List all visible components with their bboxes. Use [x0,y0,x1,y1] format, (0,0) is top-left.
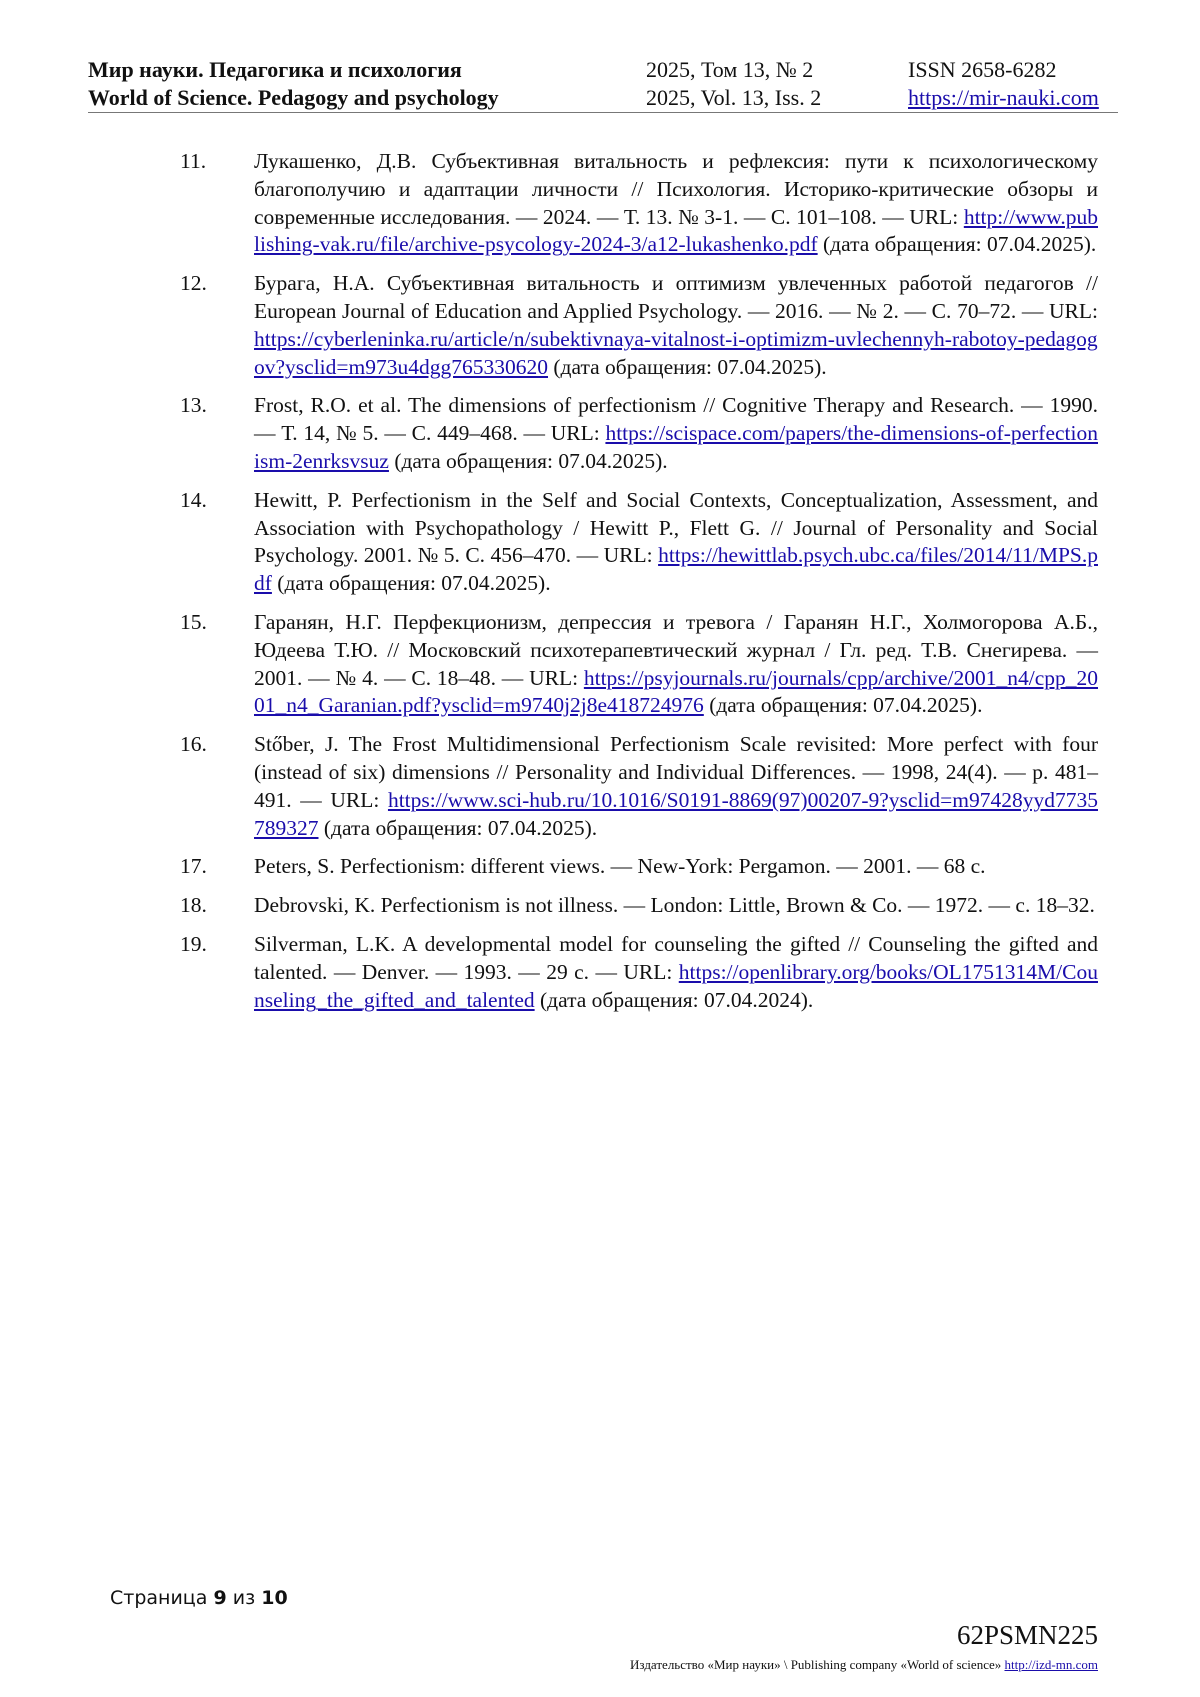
journal-title [88,56,499,112]
publisher-link[interactable]: http://izd-mn.com [1004,1657,1098,1672]
reference-number: 18. [180,893,207,918]
reference-number: 13. [180,393,207,418]
reference-text: Stőber, J. The Frost Multidimensional Perfectionism Scale revisited: More perfect with four (instead of six) dimensions // Personality and Individual Differences. — 1998, 24(4). — p. 481–491. — URL: [254,732,1098,812]
publisher-line: Издательство «Мир науки» \ Publishing company «World of science» http://izd-mn.com [630,1657,1098,1672]
article-code: 62PSMN225 [956,1620,1098,1650]
issue-en: 2025, Vol. 13, Iss. 2 [646,85,822,110]
reference-text: Silverman, L.K. A developmental model for counseling the gifted // Counseling the gifted and talented. — Denver. — 1993. — 29 с. — URL: [254,931,1098,984]
reference-number: 15. [180,609,207,634]
reference-link[interactable]: https://hewittlab.psych.ubc.ca/files/2014/11/MPS.pdf [254,543,1098,596]
reference-item [180,853,1098,881]
page-current: 9 [213,1587,227,1609]
journal-title-ru: Мир науки. Педагогика и психология [88,57,462,82]
reference-access-date: (дата обращения: 07.04.2025). [703,693,983,718]
reference-text: Лукашенко, Д.В. Субъективная витальность и рефлексия: пути к психологическому благополучию и адаптации личности // Психология. Историко-критические обзоры и современные исследования. — 2024. — Т. 13. № 3-1. — С. 101–108. — URL: [254,149,1098,229]
reference-text: Гаранян, Н.Г. Перфекционизм, депрессия и тревога / Гаранян Н.Г., Холмогорова А.Б., Юдеева Т.Ю. // Московский психотерапевтический журнал / Гл. ред. Т.В. Снегирева. — 2001. — № 4. — С. 18–48. — URL: [254,609,1098,690]
page-header [88,56,1118,113]
issue-info [646,56,821,112]
reference-text: Бурага, Н.А. Субъективная витальность и оптимизм увлеченных работой педагогов // European Journal of Education and Applied Psychology. — 2016. — № 2. — С. 70–72. — URL: [254,271,1098,323]
reference-link[interactable]: https://scispace.com/papers/the-dimensions-of-perfectionism-2enrksvsuz [254,421,1098,473]
reference-link[interactable]: https://psyjournals.ru/journals/cpp/archive/2001_n4/cpp_2001_n4_Garanian.pdf?ysclid=m9740j2j8e418724976 [254,665,1098,718]
reference-access-date: (дата обращения: 07.04.2025). [271,571,551,596]
reference-access-date: (дата обращения: 07.04.2024). [534,987,814,1012]
reference-link[interactable]: http://www.publishing-vak.ru/file/archive-psycology-2024-3/a12-lukashenko.pdf [254,204,1098,257]
reference-item [180,392,1098,475]
reference-item [180,892,1098,920]
page-number: Страница 9 из 10 [110,1587,288,1609]
reference-access-date: (дата обращения: 07.04.2025). [388,448,668,473]
reference-text: Frost, R.O. et al. The dimensions of perfectionism // Cognitive Therapy and Research. — 1990. — Т. 14, № 5. — С. 449–468. — URL: [254,393,1098,446]
reference-link[interactable]: https://cyberleninka.ru/article/n/subektivnaya-vitalnost-i-optimizm-uvlechennyh-rabotoy-pedagogov?ysclid=m973u4dgg765330620 [254,326,1098,379]
reference-number: 12. [180,271,207,296]
reference-link[interactable]: https://www.sci-hub.ru/10.1016/S0191-8869(97)00207-9?ysclid=m97428yyd7735789327 [254,787,1098,840]
reference-item [180,487,1098,598]
journal-site-link[interactable]: https://mir-nauki.com [908,85,1099,110]
reference-link[interactable]: https://openlibrary.org/books/OL1751314M/Counseling_the_gifted_and_talented [254,959,1098,1012]
reference-number: 19. [180,931,207,956]
reference-item [180,931,1098,1014]
reference-item [180,148,1098,259]
reference-text: Hewitt, P. Perfectionism in the Self and Social Contexts, Conceptualization, Assessment, and Association with Psychopathology / Hewitt P., Flett G. // Journal of Personality and Social Psychology. 2001. № 5. С. 456–470. — URL: [254,487,1098,568]
reference-access-date: (дата обращения: 07.04.2025). [817,232,1097,257]
reference-list [180,148,1098,1025]
page-total: 10 [261,1587,288,1609]
journal-title-en: World of Science. Pedagogy and psychology [88,85,499,110]
reference-item [180,609,1098,720]
reference-number: 16. [180,732,207,757]
reference-number: 11. [180,149,207,173]
reference-item [180,731,1098,842]
reference-access-date: (дата обращения: 07.04.2025). [318,815,598,840]
reference-item [180,270,1098,381]
issn: ISSN 2658-6282 [908,57,1057,82]
reference-number: 17. [180,854,207,879]
reference-access-date: (дата обращения: 07.04.2025). [548,354,827,379]
reference-number: 14. [180,487,207,512]
issue-ru: 2025, Том 13, № 2 [646,57,814,82]
reference-text: Peters, S. Perfectionism: different views. — New-York: Pergamon. — 2001. — 68 с. [254,854,986,879]
reference-text: Debrovski, K. Perfectionism is not illness. — London: Little, Brown & Co. — 1972. — с. 18–32. [254,893,1095,918]
issn-block [908,56,1099,112]
